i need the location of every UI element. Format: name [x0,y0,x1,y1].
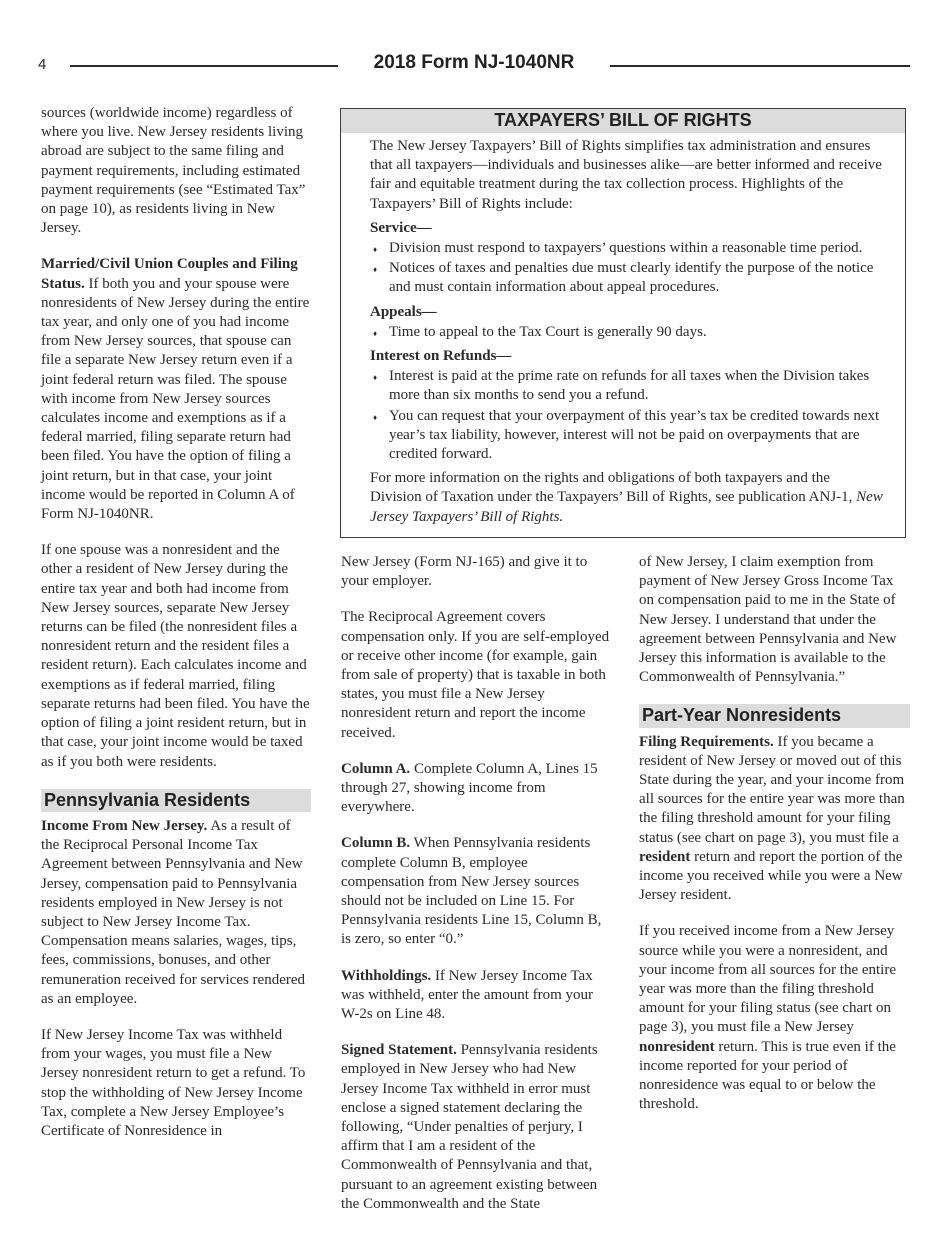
column-middle [341,553,611,1231]
interest-heading: Interest on Refunds— [370,348,512,365]
column-right [639,553,910,1131]
filing-requirements-text-a: If you became a resident of New Jersey or moved out of this State during the year, and your income from all sources for the entire year was more than the filing threshold amount for your filing status (see chart on page 3), you must file a [639,733,905,846]
list-item: ♦ You can request that your overpayment of this year’s tax be credited towards next year’s tax liability, however, interest will not be paid on overpayments that are credited forward. [370,407,885,465]
filing-requirements-paragraph [639,733,910,906]
pennsylvania-residents-heading: Pennsylvania Residents [41,789,311,812]
appeals-list [370,323,885,342]
withholding-refund-paragraph: If New Jersey Income Tax was withheld from your wages, you must file a New Jersey nonresident return to get a refund. To stop the withholding of New Jersey Income Tax, complete a New Jersey Employee’s Certificate of Nonresidence in [41,1026,306,1139]
income-from-nj-paragraph [41,817,311,1009]
service-list [370,239,885,298]
nonresident-emphasis: nonresident [639,1038,715,1055]
married-couples-lead: Married/Civil Union Couples and Filing Status. [41,256,298,292]
worldwide-income-paragraph: sources (worldwide income) regardless of where you live. New Jersey residents living abroad are subject to the same filing and payment requirements, including estimated payment requirements (see “Estimated Tax” on page 10), as residents living in New Jersey. [41,105,306,237]
married-couples-paragraph [41,255,311,524]
reciprocal-agreement-paragraph: The Reciprocal Agreement covers compensation only. If you are self-employed or receive other income (for example, gain from sale of property) that is taxable in both states, you must file a New Jersey nonresident return and report the income received. [341,609,610,741]
signed-statement-paragraph [341,1041,611,1214]
bill-of-rights-box [340,108,906,538]
interest-list [370,367,885,464]
nonresident-income-text-a: If you received income from a New Jersey source while you were a nonresident, and your income from all sources for the entire year was more than the filing threshold amount for your filing status (see chart on page 3), you must file a New Jersey [639,923,896,1036]
header-rule-right [610,65,910,67]
column-a-paragraph [341,760,611,818]
resident-emphasis: resident [639,848,691,865]
column-b-paragraph [341,834,611,949]
list-item: ♦ Time to appeal to the Tax Court is generally 90 days. [370,323,885,342]
bill-of-rights-intro: The New Jersey Taxpayers’ Bill of Rights simplifies tax administration and ensures that all taxpayers—individuals and businesses alike—are better informed and receive fair and equitable treatment during the tax collection process. Highlights of the Taxpayers’ Bill of Rights include: [370,138,882,212]
appeals-heading: Appeals— [370,303,437,320]
filing-requirements-text-b: return and report the portion of the income you received while you were a New Jersey resident. [639,848,903,904]
part-year-nonresidents-heading: Part-Year Nonresidents [639,704,910,727]
bill-of-rights-title: TAXPAYERS’ BILL OF RIGHTS [341,109,905,133]
income-from-nj-lead: Income From New Jersey. [41,817,208,834]
column-a-text: Complete Column A, Lines 15 through 27, showing income from everywhere. [341,760,598,816]
column-a-lead: Column A. [341,760,411,777]
withholdings-text: If New Jersey Income Tax was withheld, enter the amount from your W-2s on Line 48. [341,967,594,1023]
withholdings-paragraph [341,967,611,1025]
column-left [41,104,311,1158]
bill-of-rights-body [341,133,905,527]
form-nj165-paragraph: New Jersey (Form NJ-165) and give it to your employer. [341,554,588,590]
nonresident-income-paragraph [639,922,910,1114]
withholdings-lead: Withholdings. [341,967,432,984]
page-number: 4 [38,56,47,73]
one-spouse-nonresident-paragraph: If one spouse was a nonresident and the other a resident of New Jersey during the entire tax year and both had income from New Jersey sources, separate New Jersey returns can be filed (the nonresident files a nonresident return and the resident files a resident return). Each calculates income and exemptions as if federal married, filing separate returns had been filed. You have the option of filing a joint resident return, but in that case, your joint income would be taxed as if you both were residents. [41,542,310,770]
form-title: 2018 Form NJ-1040NR [373,52,575,73]
signed-statement-lead: Signed Statement. [341,1042,457,1059]
signed-statement-text: Pennsylvania residents employed in New Jersey who had New Jersey Income Tax withheld in error must enclose a signed statement declaring the following, “Under penalties of perjury, I affirm that I am a resident of the Commonwealth of Pennsylvania and that, pursuant to an agreement existing between the Commonwealth and the State [341,1042,598,1212]
statement-continued-paragraph: of New Jersey, I claim exemption from payment of New Jersey Gross Income Tax on compensation paid to me in the State of New Jersey. I understand that under the agreement between Pennsylvania and New Jersey this information is available to the Commonwealth of Pennsylvania.” [639,554,897,686]
publication-title: New Jersey Taxpayers’ Bill of Rights. [370,489,883,525]
column-b-text: When Pennsylvania residents complete Column B, employee compensation from New Jersey sources should not be included on Line 15. For Pennsylvania residents Line 15, Column B, is zero, so enter “0.” [341,835,602,948]
married-couples-text: If both you and your spouse were nonresidents of New Jersey during the entire tax year, and only one of you had income from New Jersey sources, that spouse can file a separate New Jersey return even if a joint federal return was filed. The spouse with income from New Jersey sources calculates income and exemptions as if a federal married, filing separate return had been filed. You have the option of filing a joint return, but in that case, your joint income would be reported in Column A of Form NJ-1040NR. [41,275,310,523]
list-item: ♦ Division must respond to taxpayers’ questions within a reasonable time period. [370,239,885,258]
nonresident-income-text-b: return. This is true even if the income reported for your period of nonresidence was equal to or below the threshold. [639,1038,896,1113]
list-item: ♦ Interest is paid at the prime rate on refunds for all taxes when the Division takes more than six months to send you a refund. [370,367,885,405]
service-heading: Service— [370,219,432,236]
income-from-nj-text: As a result of the Reciprocal Personal Income Tax Agreement between Pennsylvania and New Jersey, compensation paid to Pennsylvania residents employed in New Jersey is not subject to New Jersey Income Tax. Compensation means salaries, wages, tips, fees, commissions, bonuses, and other remuneration received for services rendered as an employee. [41,817,306,1007]
header-rule-left [70,65,338,67]
list-item: ♦ Notices of taxes and penalties due must clearly identify the purpose of the notice and must contain information about appeal procedures. [370,259,885,297]
closing-text: For more information on the rights and obligations of both taxpayers and the Division of Taxation under the Taxpayers’ Bill of Rights, see publication ANJ-1, [370,470,857,506]
filing-requirements-lead: Filing Requirements. [639,733,774,750]
bill-of-rights-closing [370,469,885,527]
column-b-lead: Column B. [341,835,411,852]
